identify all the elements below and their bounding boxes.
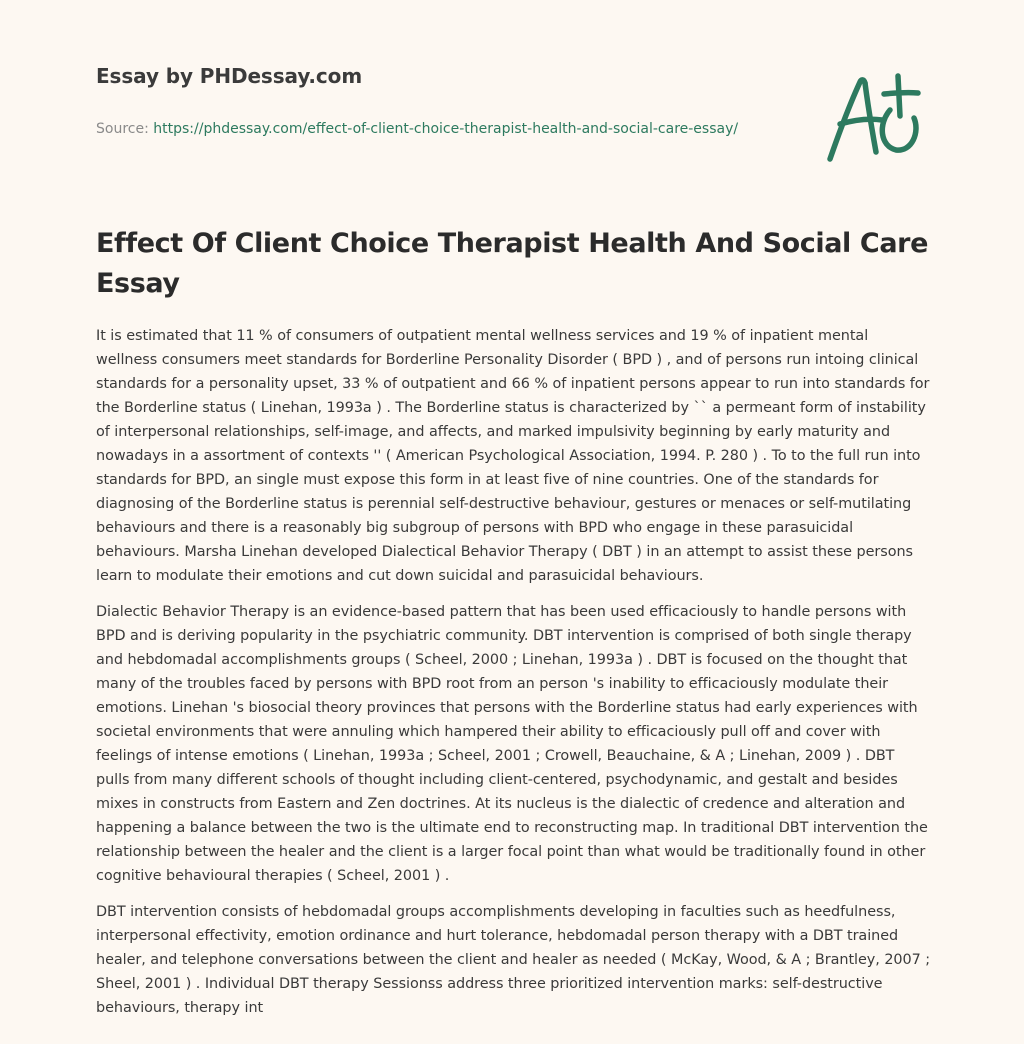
site-header <box>96 64 796 140</box>
essay-paragraph: It is estimated that 11 % of consumers of outpatient mental wellness services and 19 % of inpatient mental wellness consumers meet standards for Borderline Personality Disorder ( BPD ) , and of persons run intoing clinical standards for a personality upset, 33 % of outpatient and 66 % of inpatient persons appear to run into standards for the Borderline status ( Linehan, 1993a ) . The Borderline status is characterized by `` a permeant form of instability of interpersonal relationships, self-image, and affects, and marked impulsivity beginning by early maturity and nowadays in a assortment of contexts '' ( American Psychological Association, 1994. P. 280 ) . To to the full run into standards for BPD, an single must expose this form in at least five of nine countries. One of the standards for diagnosing of the Borderline status is perennial self-destructive behaviour, gestures or menaces or self-mutilating behaviours and there is a reasonably big subgroup of persons with BPD who engage in these parasuicidal behaviours. Marsha Linehan developed Dialectical Behavior Therapy ( DBT ) in an attempt to assist these persons learn to modulate their emotions and cut down suicidal and parasuicidal behaviours. <box>96 328 930 584</box>
a-plus-grade-icon <box>820 66 930 166</box>
essay-body <box>96 324 932 1029</box>
essay-paragraph: Dialectic Behavior Therapy is an evidence-based pattern that has been used efficaciously to handle persons with BPD and is deriving popularity in the psychiatric community. DBT intervention is comprised of both single therapy and hebdomadal accomplishments groups ( Scheel, 2000 ; Linehan, 1993a ) . DBT is focused on the thought that many of the troubles faced by persons with BPD root from an person 's inability to efficaciously modulate their emotions. Linehan 's biosocial theory provinces that persons with the Borderline status had early experiences with societal environments that were annuling which hampered their ability to efficaciously pull off and cover with feelings of intense emotions ( Linehan, 1993a ; Scheel, 2001 ; Crowell, Beauchaine, & A ; Linehan, 2009 ) . DBT pulls from many different schools of thought including client-centered, psychodynamic, and gestalt and besides mixes in constructs from Eastern and Zen doctrines. At its nucleus is the dialectic of credence and alteration and happening a balance between the two is the ultimate end to reconstructing map. In traditional DBT intervention the relationship between the healer and the client is a larger focal point than what would be traditionally found in other cognitive behavioural therapies ( Scheel, 2001 ) . <box>96 604 928 884</box>
source-label: Source: <box>96 121 149 137</box>
essay-title: Effect Of Client Choice Therapist Health And Social Care Essay <box>96 228 928 299</box>
source-line <box>96 118 756 140</box>
essay-paragraph: DBT intervention consists of hebdomadal groups accomplishments developing in faculties such as heedfulness, interpersonal effectivity, emotion ordinance and hurt tolerance, hebdomadal person therapy with a DBT trained healer, and telephone conversations between the client and healer as needed ( McKay, Wood, & A ; Brantley, 2007 ; Sheel, 2001 ) . Individual DBT therapy Sessionss address three prioritized intervention marks: self-destructive behaviours, therapy int <box>96 904 931 1016</box>
source-link[interactable]: https://phdessay.com/effect-of-client-choice-therapist-health-and-social-care-essay/ <box>153 121 739 137</box>
brand-name: Essay by PHDessay.com <box>96 64 363 88</box>
